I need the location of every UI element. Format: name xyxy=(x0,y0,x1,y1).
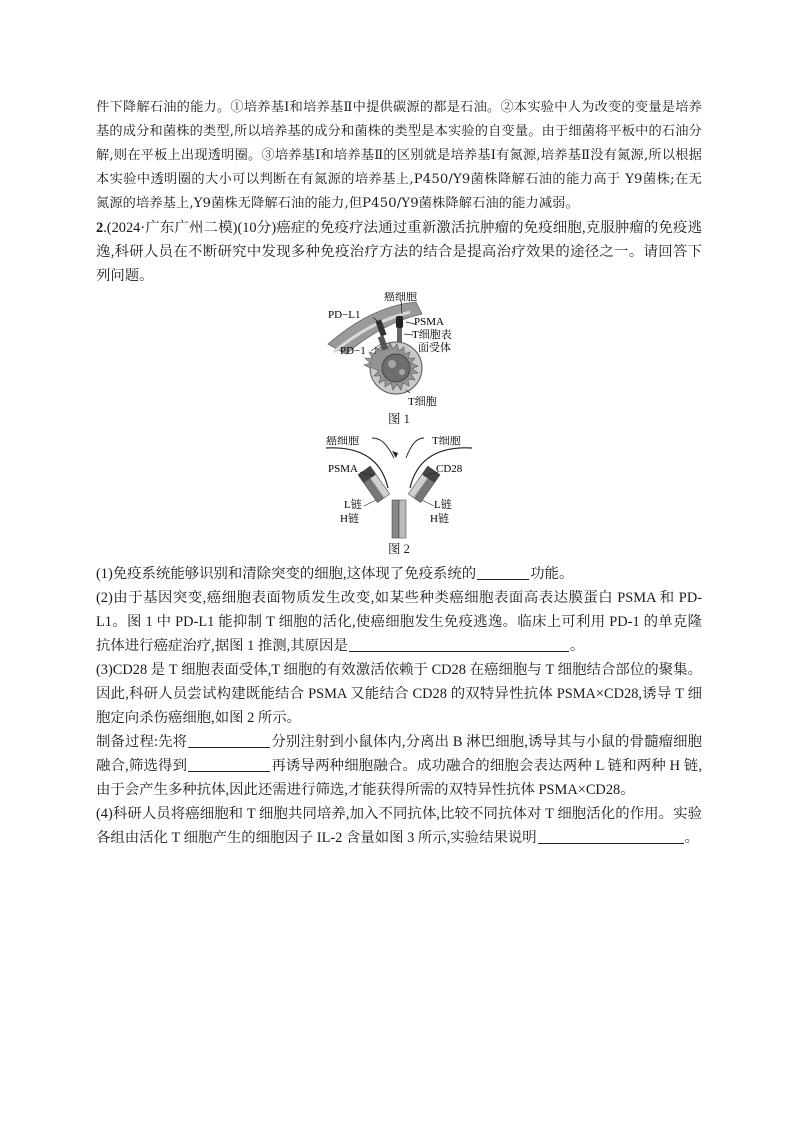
antibody-left-arm xyxy=(358,466,390,502)
fig1-label-cancer-cell: 癌细胞 xyxy=(384,292,417,303)
arrow-right xyxy=(406,438,424,458)
answer-blank-5[interactable] xyxy=(538,828,684,844)
fig2-label-cancer-cell: 癌细胞 xyxy=(326,436,359,447)
psma-molecule xyxy=(396,316,403,328)
answer-blank-1[interactable] xyxy=(477,564,529,580)
question-number: 2 xyxy=(96,220,104,236)
fig1-label-t-cell: T细胞 xyxy=(408,396,437,408)
part-4: (4)科研人员将癌细胞和 T 细胞共同培养,加入不同抗体,比较不同抗体对 T 细胞活化的作用。实验各组由活化 T 细胞产生的细胞因子 IL-2 含量如图 3 所示,实验结果说明 。 xyxy=(96,806,702,846)
figure-2 xyxy=(324,436,474,540)
question-header-text: .(2024·广东广州二模)(10分)癌症的免疫疗法通过重新激活抗肿瘤的免疫细胞,克服肿瘤的免疫逃逸,科研人员在不断研究中发现多种免疫治疗方法的结合是提高治疗效果的途径之一。请回答下列问题。 xyxy=(96,220,702,284)
answer-blank-3[interactable] xyxy=(188,732,270,748)
fig2-label-cd28: CD28 xyxy=(436,463,463,475)
fig2-label-h-chain-left: H链 xyxy=(340,513,359,525)
answer-blank-2[interactable] xyxy=(349,636,569,652)
part-1: (1)免疫系统能够识别和清除突变的细胞,这体现了免疫系统的 功能。 xyxy=(96,566,574,582)
fig2-label-psma: PSMA xyxy=(328,463,358,475)
answer-continuation: 件下降解石油的能力。①培养基Ⅰ和培养基Ⅱ中提供碳源的都是石油。②本实验中人为改变的变量是培养基的成分和菌株的类型,所以培养基的成分和菌株的类型是本实验的自变量。由于细菌将平板中的石油分解,则在平板上出现透明圈。③培养基Ⅰ和培养基Ⅱ的区别就是培养基Ⅰ有氮源,培养基Ⅱ没有氮源,所以根据本实验中透明圈的大小可以判断在有氮源的培养基上,P450/Y9菌株降解石油的能力高于 Y9菌株;在无氮源的培养基上,Y9菌株无降解石油的能力,但P450/Y9菌株降解石油的能力减弱。 xyxy=(96,100,702,211)
question-header xyxy=(96,216,702,288)
t-receptor-molecule xyxy=(397,328,402,342)
fig2-label-l-chain-left: L链 xyxy=(344,499,362,511)
fig1-label-psma: PSMA xyxy=(414,316,444,328)
fig1-label-pd1: PD−1 xyxy=(340,345,366,357)
fig1-label-t-receptor-1: T细胞表 xyxy=(412,329,452,341)
part-3-preparation: 制备过程:先将 分别注射到小鼠体内,分离出 B 淋巴细胞,诱导其与小鼠的骨髓瘤细胞融合,筛选得到 再诱导两种细胞融合。成功融合的细胞会表达两种 L 链和两种 H 链,由于会产生多种抗体,因此还需进行筛选,才能获得所需的双特异性抗体 PSMA×CD28。 xyxy=(96,734,703,798)
arrow-left xyxy=(372,438,394,458)
part-2: (2)由于基因突变,癌细胞表面物质发生改变,如某些种类癌细胞表面高表达膜蛋白 PSMA 和 PD-L1。图 1 中 PD-L1 能抑制 T 细胞的活化,使癌细胞发生免疫逃逸。临床上可利用 PD-1 的单克隆抗体进行癌症治疗,据图 1 推测,其原因是 。 xyxy=(96,590,702,654)
part-3: (3)CD28 是 T 细胞表面受体,T 细胞的有效激活依赖于 CD28 在癌细胞与 T 细胞结合部位的聚集。因此,科研人员尝试构建既能结合 PSMA 又能结合 CD28 的双特异性抗体 PSMA×CD28,诱导 T 细胞定向杀伤癌细胞,如图 2 所示。 xyxy=(96,662,702,726)
figure-1 xyxy=(324,292,474,410)
fig2-label-l-chain-right: L链 xyxy=(434,499,452,511)
fig2-label-t-cell: T细胞 xyxy=(432,436,461,447)
fig2-label-h-chain-right: H链 xyxy=(430,513,449,525)
fig1-label-t-receptor-2: 面受体 xyxy=(418,342,451,354)
answer-blank-4[interactable] xyxy=(188,756,270,772)
page xyxy=(96,96,702,850)
figure-2-caption: 图 2 xyxy=(388,542,410,556)
figure-1-caption: 图 1 xyxy=(388,412,410,426)
fig1-label-pdl1: PD−L1 xyxy=(328,309,361,321)
antibody-stem xyxy=(392,500,399,538)
